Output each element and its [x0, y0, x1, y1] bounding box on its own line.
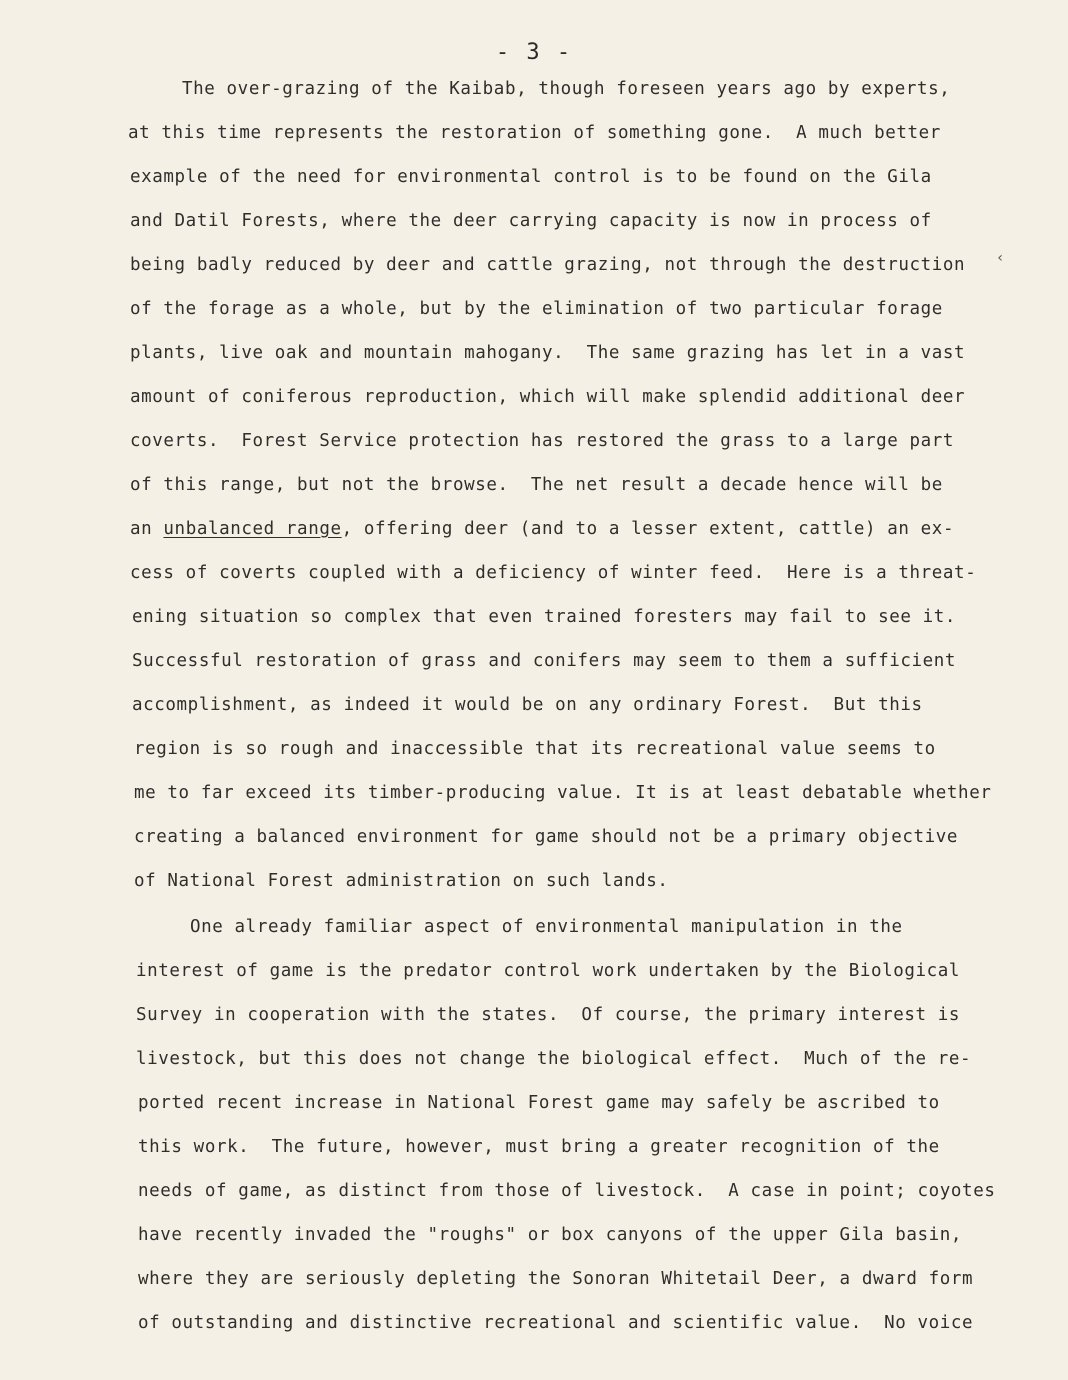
text-line: The over-grazing of the Kaibab, though foreseen years ago by experts,	[182, 79, 951, 99]
text-line: livestock, but this does not change the biological effect. Much of the re-	[136, 1049, 972, 1069]
text-line: this work. The future, however, must bring a greater recognition of the	[138, 1137, 940, 1157]
text-line: amount of coniferous reproduction, which will make splendid additional deer	[130, 387, 966, 407]
text-line: interest of game is the predator control work undertaken by the Biological	[136, 961, 961, 981]
underlined-phrase: unbalanced range	[163, 519, 342, 539]
text-line: being badly reduced by deer and cattle grazing, not through the destruction	[130, 255, 966, 275]
page-number: - 3 -	[495, 40, 573, 65]
text-line	[130, 518, 954, 540]
text-line: me to far exceed its timber-producing value. It is at least debatable whether	[134, 783, 992, 803]
text-line: ported recent increase in National Forest game may safely be ascribed to	[138, 1093, 940, 1113]
text-line: creating a balanced environment for game should not be a primary objective	[134, 827, 959, 847]
text-line: coverts. Forest Service protection has restored the grass to a large part	[130, 431, 955, 451]
text-line: One already familiar aspect of environmental manipulation in the	[190, 917, 903, 937]
text-line: Successful restoration of grass and conifers may seem to them a sufficient	[132, 651, 957, 671]
text-line: have recently invaded the "roughs" or box canyons of the upper Gila basin,	[138, 1225, 963, 1245]
text-line: of National Forest administration on such lands.	[134, 871, 669, 891]
text-line: cess of coverts coupled with a deficiency of winter feed. Here is a threat-	[130, 563, 977, 583]
text-line: Survey in cooperation with the states. Of course, the primary interest is	[136, 1005, 961, 1025]
margin-mark: ‹	[996, 250, 1005, 266]
text-line: ening situation so complex that even trained foresters may fail to see it.	[132, 607, 957, 627]
text-segment: , offering deer (and to a lesser extent, cattle) an ex-	[341, 519, 955, 539]
text-segment: an	[130, 519, 164, 539]
text-line: needs of game, as distinct from those of livestock. A case in point; coyotes	[138, 1181, 996, 1201]
text-line: plants, live oak and mountain mahogany. The same grazing has let in a vast	[130, 343, 966, 363]
text-line: example of the need for environmental control is to be found on the Gila	[130, 167, 932, 187]
text-line: where they are seriously depleting the Sonoran Whitetail Deer, a dward form	[138, 1269, 974, 1289]
text-line: and Datil Forests, where the deer carrying capacity is now in process of	[130, 211, 932, 231]
text-line: accomplishment, as indeed it would be on any ordinary Forest. But this	[132, 695, 923, 715]
text-line: of outstanding and distinctive recreational and scientific value. No voice	[138, 1313, 974, 1333]
text-line: region is so rough and inaccessible that its recreational value seems to	[134, 739, 936, 759]
text-line: of the forage as a whole, but by the elimination of two particular forage	[130, 299, 943, 319]
text-line: of this range, but not the browse. The net result a decade hence will be	[130, 475, 943, 495]
text-line: at this time represents the restoration of something gone. A much better	[128, 123, 941, 143]
